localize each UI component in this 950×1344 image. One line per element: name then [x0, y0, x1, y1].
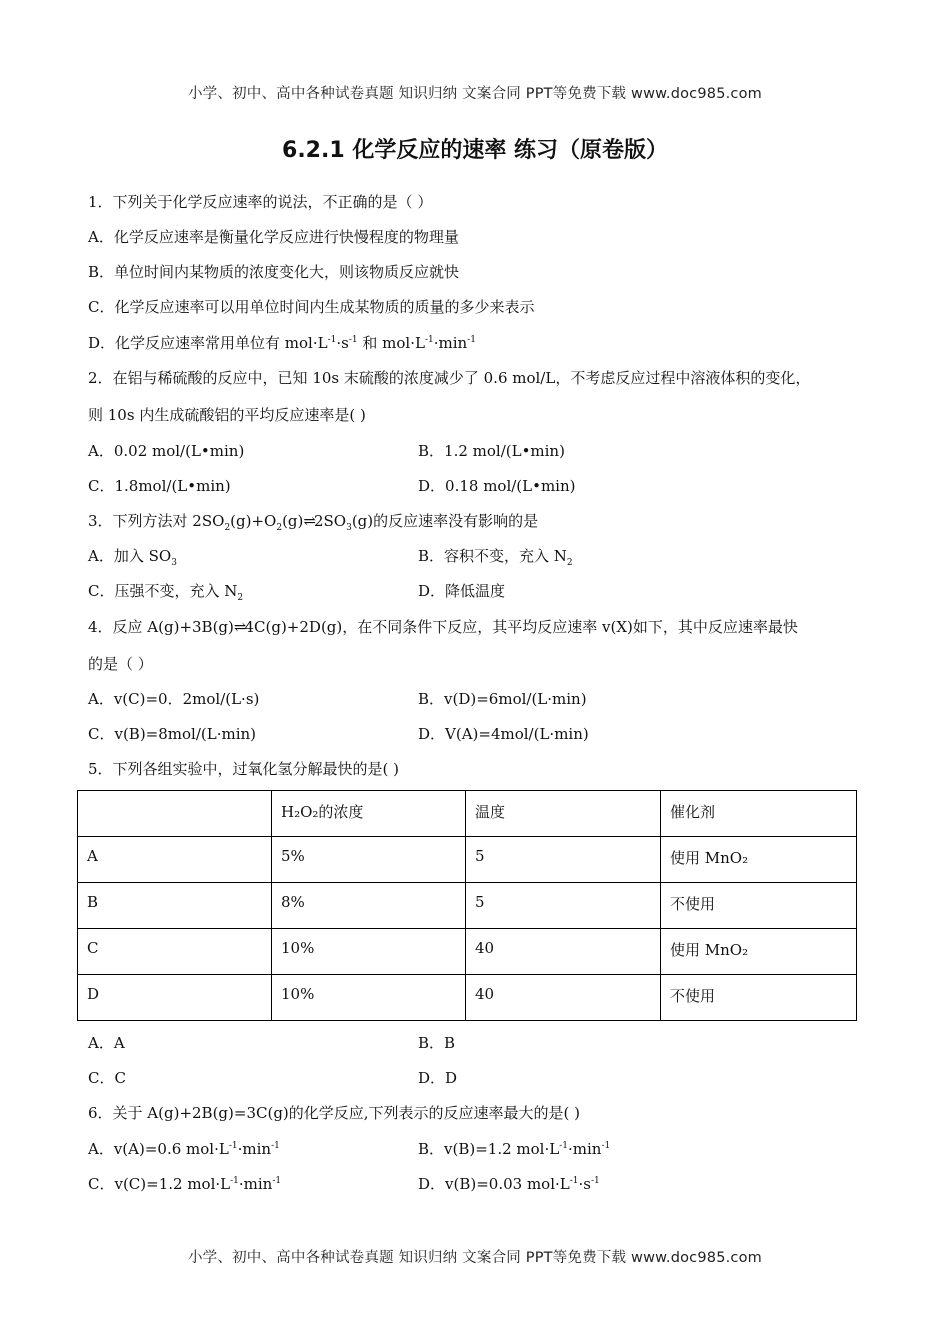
table-cell: 使用 MnO₂: [661, 929, 857, 975]
q6-option-c: C．v(C)=1.2 $mol\cdot L^{-1}\cdot\min^{-1}$: [88, 1175, 282, 1193]
table-cell: B: [78, 883, 272, 929]
q2-option-d: D．0.18 mol/(L•min): [418, 477, 576, 495]
table-cell: A: [78, 837, 272, 883]
q1-stem: 1．下列关于化学反应速率的说法，不正确的是（ ）: [88, 193, 433, 211]
page-footer: 小学、初中、高中各种试卷真题 知识归纳 文案合同 PPT等免费下载 www.doc985.com: [187, 1250, 763, 1266]
q1-option-a: A．化学反应速率是衡量化学反应进行快慢程度的物理量: [88, 228, 459, 246]
q2-option-c: C．1.8mol/(L•min): [88, 477, 231, 495]
q3-option-a: A．加入 $SO_3$: [88, 547, 177, 568]
q6-option-a: A．v(A)=0.6 $mol\cdot L^{-1}\cdot\min^{-1}$: [88, 1140, 280, 1158]
table-header-cell: [78, 791, 272, 837]
table-row: [78, 929, 857, 975]
q6-option-d: D．v(B)=0.03 $mol\cdot L^{-1}\cdot s^{-1}$: [418, 1175, 600, 1193]
q1-option-c: C．化学反应速率可以用单位时间内生成某物质的质量的多少来表示: [88, 298, 535, 316]
table-cell: 5: [466, 883, 661, 929]
q3-stem: 3．下列方法对 $2SO_2(g)+O_2(g)\rightleftharpoons 2SO_3(g)$的反应速率没有影响的是: [88, 512, 539, 533]
table-cell: 5: [466, 837, 661, 883]
q1-option-d: D．化学反应速率常用单位有 $mol\cdot L^{-1}\cdot s^{-1}$ 和 $mol\cdot L^{-1}\cdot\min^{-1}$: [88, 334, 476, 352]
table-cell: 10%: [272, 975, 466, 1021]
table-cell: 40: [466, 975, 661, 1021]
table-cell: 40: [466, 929, 661, 975]
q4-option-a: A．v(C)=0．2mol/(L·s): [88, 690, 260, 708]
q3-option-d: D．降低温度: [418, 582, 506, 600]
table-header-cell: 催化剂: [661, 791, 857, 837]
q6-stem: 6．关于 A(g)+2B(g)=3C(g)的化学反应,下列表示的反应速率最大的是( ): [88, 1104, 581, 1122]
q5-option-b: B．B: [418, 1034, 456, 1052]
q4-option-b: B．v(D)=6mol/(L·min): [418, 690, 587, 708]
q4-option-d: D．V(A)=4mol/(L·min): [418, 725, 589, 743]
table-cell: 5%: [272, 837, 466, 883]
q4-stem-line1: 4．反应 A(g)+3B(g)⇌4C(g)+2D(g)，在不同条件下反应，其平均反应速率 v(X)如下，其中反应速率最快: [88, 618, 798, 636]
page-header: 小学、初中、高中各种试卷真题 知识归纳 文案合同 PPT等免费下载 www.doc985.com: [187, 86, 763, 102]
q3-option-b: B．容积不变，充入 $N_2$: [418, 547, 573, 568]
q3-option-c: C．压强不变，充入 $N_2$: [88, 582, 244, 603]
q4-stem-line2: 的是（ ）: [88, 655, 153, 673]
table-cell: 不使用: [661, 975, 857, 1021]
q2-option-b: B．1.2 mol/(L•min): [418, 442, 565, 460]
q4-option-c: C．v(B)=8mol/(L·min): [88, 725, 257, 743]
table-header-cell: H₂O₂的浓度: [272, 791, 466, 837]
table-cell: D: [78, 975, 272, 1021]
q2-stem-line1: 2．在铝与稀硫酸的反应中，已知 10s 末硫酸的浓度减少了 0.6 mol/L，不考虑反应过程中溶液体积的变化，: [88, 369, 811, 387]
table-row: [78, 837, 857, 883]
q5-option-d: D．D: [418, 1069, 458, 1087]
experiment-table: [77, 790, 857, 1021]
q1-option-b: B．单位时间内某物质的浓度变化大，则该物质反应就快: [88, 263, 460, 281]
q2-stem-line2: 则 10s 内生成硫酸铝的平均反应速率是( ): [88, 406, 366, 424]
table-cell: C: [78, 929, 272, 975]
q5-option-c: C．C: [88, 1069, 126, 1087]
page-title: 6.2.1 化学反应的速率 练习（原卷版）: [282, 138, 668, 163]
table-row: [78, 883, 857, 929]
table-cell: 10%: [272, 929, 466, 975]
table-header-row: [78, 791, 857, 837]
q6-option-b: B．v(B)=1.2 $mol\cdot L^{-1}\cdot\min^{-1}$: [418, 1140, 611, 1158]
q5-option-a: A．A: [88, 1034, 125, 1052]
table-cell: 不使用: [661, 883, 857, 929]
q2-option-a: A．0.02 mol/(L•min): [88, 442, 245, 460]
table-cell: 8%: [272, 883, 466, 929]
table-row: [78, 975, 857, 1021]
table-header-cell: 温度: [466, 791, 661, 837]
q5-stem: 5．下列各组实验中，过氧化氢分解最快的是( ): [88, 760, 400, 778]
equilibrium-arrow-icon: ⇌: [233, 618, 245, 636]
table-cell: 使用 MnO₂: [661, 837, 857, 883]
equilibrium-arrow-icon: ⇌: [303, 512, 314, 530]
